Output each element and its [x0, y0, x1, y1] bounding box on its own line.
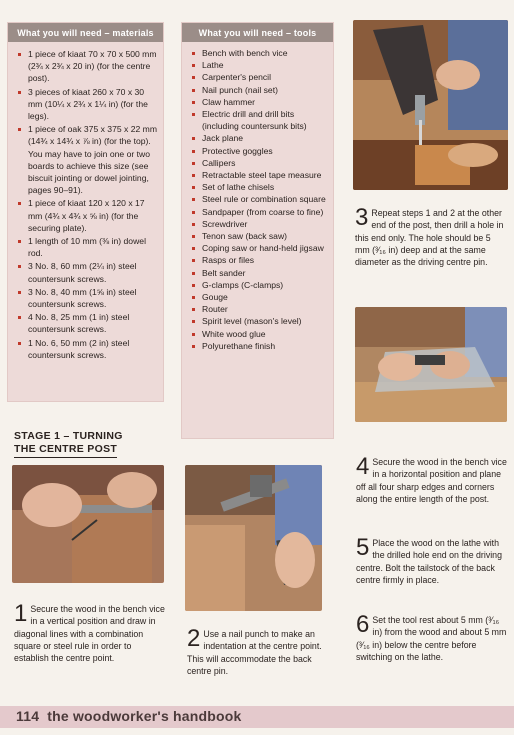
list-item: Jack plane	[192, 132, 327, 144]
photo-nail-punch	[185, 465, 322, 611]
photo-drilling	[353, 20, 508, 190]
step-number: 2	[187, 625, 201, 652]
list-item: 3 No. 8, 40 mm (1⅝ in) steel countersunk screws.	[18, 286, 157, 310]
stage-title	[14, 430, 123, 458]
step-text: Set the tool rest about 5 mm (³⁄₁₆ in) from the wood and about 5 mm (³⁄₁₆ in) below the centre before switching on the lathe.	[356, 615, 507, 662]
list-item: Carpenter's pencil	[192, 71, 327, 83]
step-number: 5	[356, 534, 370, 561]
stage-title-line1: STAGE 1 – TURNING	[14, 430, 123, 442]
list-item: Tenon saw (back saw)	[192, 230, 327, 242]
list-item: Screwdriver	[192, 218, 327, 230]
list-item: Retractable steel tape measure	[192, 169, 327, 181]
step-number: 6	[356, 611, 370, 638]
list-item: Spirit level (mason's level)	[192, 315, 327, 327]
list-item: Lathe	[192, 59, 327, 71]
list-item: 1 length of 10 mm (⅜ in) dowel rod.	[18, 235, 157, 259]
step-text: Secure the wood in the bench vice in a horizontal position and plane off all four sharp edges and corners along the entire length of the post.	[356, 457, 507, 504]
step-1	[14, 600, 166, 664]
marking-illustration	[12, 465, 164, 583]
step-3	[355, 204, 507, 268]
list-item: Gouge	[192, 291, 327, 303]
list-item: 1 piece of oak 375 x 375 x 22 mm (14¾ x 14¾ x ⅞ in) (for the top). You may have to join one or two boards to achieve this size (see biscuit jointing or dowel jointing, pages 90–91).	[18, 123, 157, 196]
materials-list	[8, 42, 163, 361]
nail-punch-illustration	[185, 465, 322, 611]
list-item: Sandpaper (from coarse to fine)	[192, 206, 327, 218]
list-item: Electric drill and drill bits (including countersunk bits)	[192, 108, 327, 132]
list-item: Set of lathe chisels	[192, 181, 327, 193]
step-number: 1	[14, 600, 28, 627]
page-footer	[0, 706, 514, 728]
page-number: 114	[16, 708, 40, 724]
list-item: Router	[192, 303, 327, 315]
step-text: Place the wood on the lathe with the drilled hole end on the driving centre. Bolt the tailstock of the back centre firmly in place.	[356, 538, 502, 585]
list-item: G-clamps (C-clamps)	[192, 279, 327, 291]
list-item: 1 piece of kiaat 120 x 120 x 17 mm (4¾ x 4¾ x ⅝ in) (for the securing plate).	[18, 197, 157, 234]
list-item: 4 No. 8, 25 mm (1 in) steel countersunk screws.	[18, 311, 157, 335]
photo-planing	[355, 307, 507, 422]
list-item: Rasps or files	[192, 254, 327, 266]
list-item: Steel rule or combination square	[192, 193, 327, 205]
list-item: Polyurethane finish	[192, 340, 327, 352]
list-item: 1 No. 6, 50 mm (2 in) steel countersunk screws.	[18, 337, 157, 361]
tools-box	[181, 22, 334, 439]
drilling-illustration	[353, 20, 508, 190]
list-item: Callipers	[192, 157, 327, 169]
list-item: Coping saw or hand-held jigsaw	[192, 242, 327, 254]
step-number: 3	[355, 204, 369, 231]
list-item: Protective goggles	[192, 145, 327, 157]
materials-heading: What you will need – materials	[8, 23, 163, 42]
list-item: 3 No. 8, 60 mm (2¼ in) steel countersunk screws.	[18, 260, 157, 284]
tools-heading: What you will need – tools	[182, 23, 333, 42]
planing-illustration	[355, 307, 507, 422]
step-number: 4	[356, 453, 370, 480]
photo-marking	[12, 465, 164, 583]
list-item: Belt sander	[192, 267, 327, 279]
footer-text	[16, 708, 242, 724]
step-text: Repeat steps 1 and 2 at the other end of the post, then drill a hole in this end only. The hole should be 5 mm (³⁄₁₆ in) deep and at the same diameter as the driving centre pin.	[355, 208, 504, 268]
step-text: Use a nail punch to make an indentation at the centre point. This will accommodate the back centre pin.	[187, 629, 322, 676]
list-item: Bench with bench vice	[192, 47, 327, 59]
step-2	[187, 625, 337, 677]
step-text: Secure the wood in the bench vice in a vertical position and draw in diagonal lines with a combination square or steel rule in order to establish the centre point.	[14, 604, 165, 664]
step-4	[356, 453, 508, 505]
stage-title-line2: THE CENTRE POST	[14, 443, 117, 458]
step-6	[356, 611, 508, 663]
materials-box	[7, 22, 164, 402]
book-title: the woodworker's handbook	[47, 708, 242, 724]
list-item: 1 piece of kiaat 70 x 70 x 500 mm (2¾ x 2¾ x 20 in) (for the centre post).	[18, 48, 157, 85]
list-item: Nail punch (nail set)	[192, 84, 327, 96]
list-item: 3 pieces of kiaat 260 x 70 x 30 mm (10¼ x 2¾ x 1¼ in) (for the legs).	[18, 86, 157, 123]
step-5	[356, 534, 508, 586]
tools-list	[182, 42, 333, 352]
list-item: White wood glue	[192, 328, 327, 340]
list-item: Claw hammer	[192, 96, 327, 108]
